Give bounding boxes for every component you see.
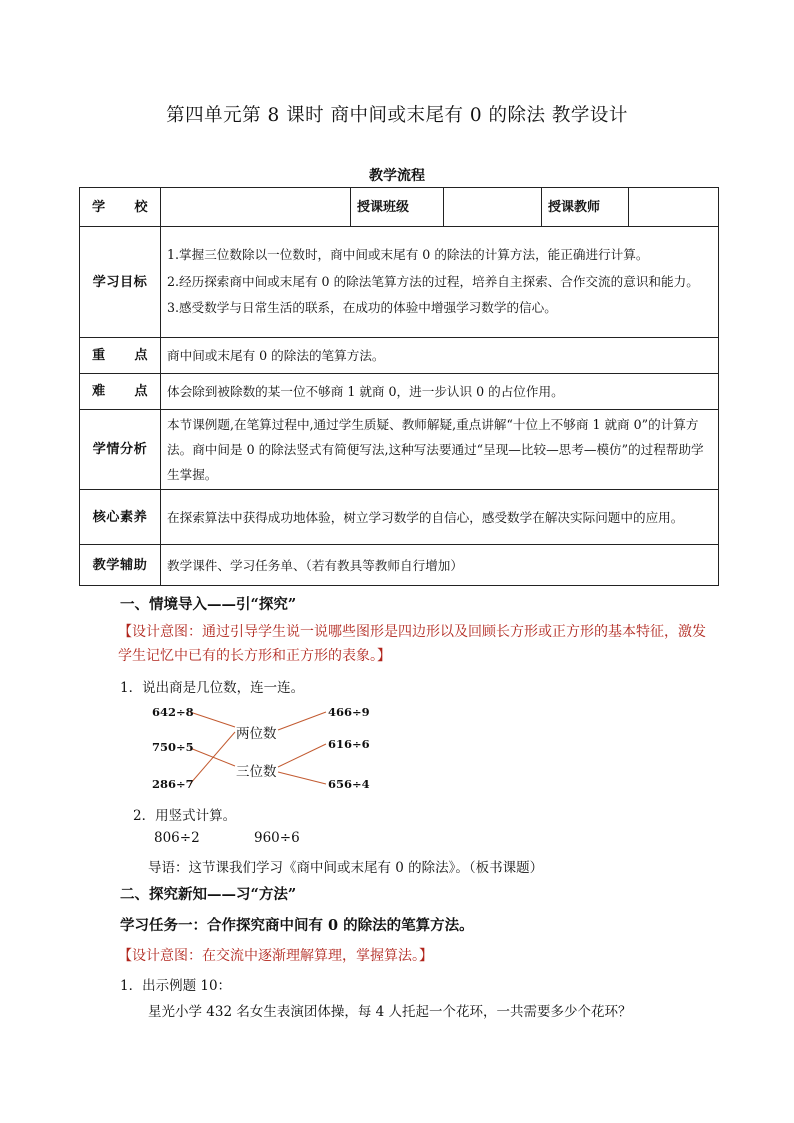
table-row-literacy [80, 490, 719, 545]
flow-heading: 教学流程 [369, 168, 425, 184]
objectives-content [161, 227, 719, 338]
difficult-point-content: 体会除到被除数的某一位不够商 1 就商 0，进一步认识 0 的占位作用。 [161, 374, 719, 410]
objective-item: 3.感受数学与日常生活的联系，在成功的体验中增强学习数学的信心。 [167, 300, 557, 316]
literacy-content: 在探索算法中获得成功地体验，树立学习数学的自信心，感受数学在解决实际问题中的应用。 [161, 490, 719, 545]
table-row-objectives [80, 227, 719, 338]
guide-text: 导语：这节课我们学习《商中间或末尾有 0 的除法》。（板书课题） [148, 860, 544, 876]
left-expression: 750÷5 [152, 740, 194, 754]
table-row-key-point [80, 338, 719, 374]
left-expression: 642÷8 [152, 705, 194, 719]
match-line [190, 712, 235, 727]
key-point-content: 商中间或末尾有 0 的除法的笔算方法。 [161, 338, 719, 374]
calc-expression-1: 806÷2 [154, 830, 200, 846]
class-value [444, 188, 542, 227]
aids-content: 教学课件、学习任务单、（若有教具等教师自行增加） [161, 545, 719, 586]
match-line [190, 748, 235, 766]
center-word: 三位数 [236, 764, 277, 780]
objective-item: 1.掌握三位数除以一位数时，商中间或末尾有 0 的除法的计算方法，能正确进行计算。 [167, 247, 649, 263]
match-line [278, 772, 326, 784]
match-line [190, 732, 235, 784]
difficult-point-label: 难 点 [80, 374, 161, 410]
table-row-analysis [80, 410, 719, 490]
right-expression: 616÷6 [328, 737, 370, 751]
match-line [278, 712, 326, 730]
section2-design-intent: 【设计意图：在交流中逐渐理解算理，掌握算法。】 [118, 948, 433, 964]
school-value [161, 188, 351, 227]
learning-task-1: 学习任务一：合作探究商中间有 0 的除法的笔算方法。 [120, 917, 474, 934]
example-item: 1．出示例题 10： [120, 978, 232, 994]
section1-heading: 一、情境导入——引“探究” [120, 596, 297, 613]
match-line [278, 744, 326, 767]
school-label: 学 校 [80, 188, 161, 227]
analysis-content: 本节课例题,在笔算过程中,通过学生质疑、教师解疑,重点讲解“十位上不够商 1 就商 0”的计算方法。商中间是 0 的除法竖式有简便写法,这种写法要通过“呈现—比较—思考—模仿”的过程帮助学生掌握。 [161, 410, 719, 490]
question-2: 2．用竖式计算。 [133, 808, 237, 824]
question-1: 1．说出商是几位数，连一连。 [120, 680, 305, 696]
right-expression: 466÷9 [328, 705, 370, 719]
lesson-plan-table [79, 187, 719, 586]
left-expression: 286÷7 [152, 777, 194, 791]
document-title: 第四单元第 8 课时 商中间或末尾有 0 的除法 教学设计 [166, 105, 628, 126]
analysis-label: 学情分析 [80, 410, 161, 490]
table-row-school [80, 188, 719, 227]
section1-design-intent: 【设计意图：通过引导学生说一说哪些图形是四边形以及回顾长方形或正方形的基本特征，激发学生记忆中已有的长方形和正方形的表象。】 [118, 624, 706, 664]
objectives-label: 学习目标 [80, 227, 161, 338]
literacy-label: 核心素养 [80, 490, 161, 545]
matching-exercise [148, 700, 388, 800]
key-point-label: 重 点 [80, 338, 161, 374]
teacher-value [629, 188, 719, 227]
right-expression: 656÷4 [328, 777, 370, 791]
table-row-difficult-point [80, 374, 719, 410]
class-label: 授课班级 [351, 188, 444, 227]
aids-label: 教学辅助 [80, 545, 161, 586]
section2-heading: 二、探究新知——习“方法” [120, 886, 297, 903]
calc-expression-2: 960÷6 [254, 830, 300, 846]
teacher-label: 授课教师 [542, 188, 629, 227]
example-problem: 星光小学 432 名女生表演团体操，每 4 人托起一个花环，一共需要多少个花环？ [148, 1004, 632, 1020]
objective-item: 2.经历探索商中间或末尾有 0 的除法笔算方法的过程，培养自主探索、合作交流的意识和能力。 [167, 273, 699, 289]
table-row-aids [80, 545, 719, 586]
center-word: 两位数 [236, 726, 277, 742]
